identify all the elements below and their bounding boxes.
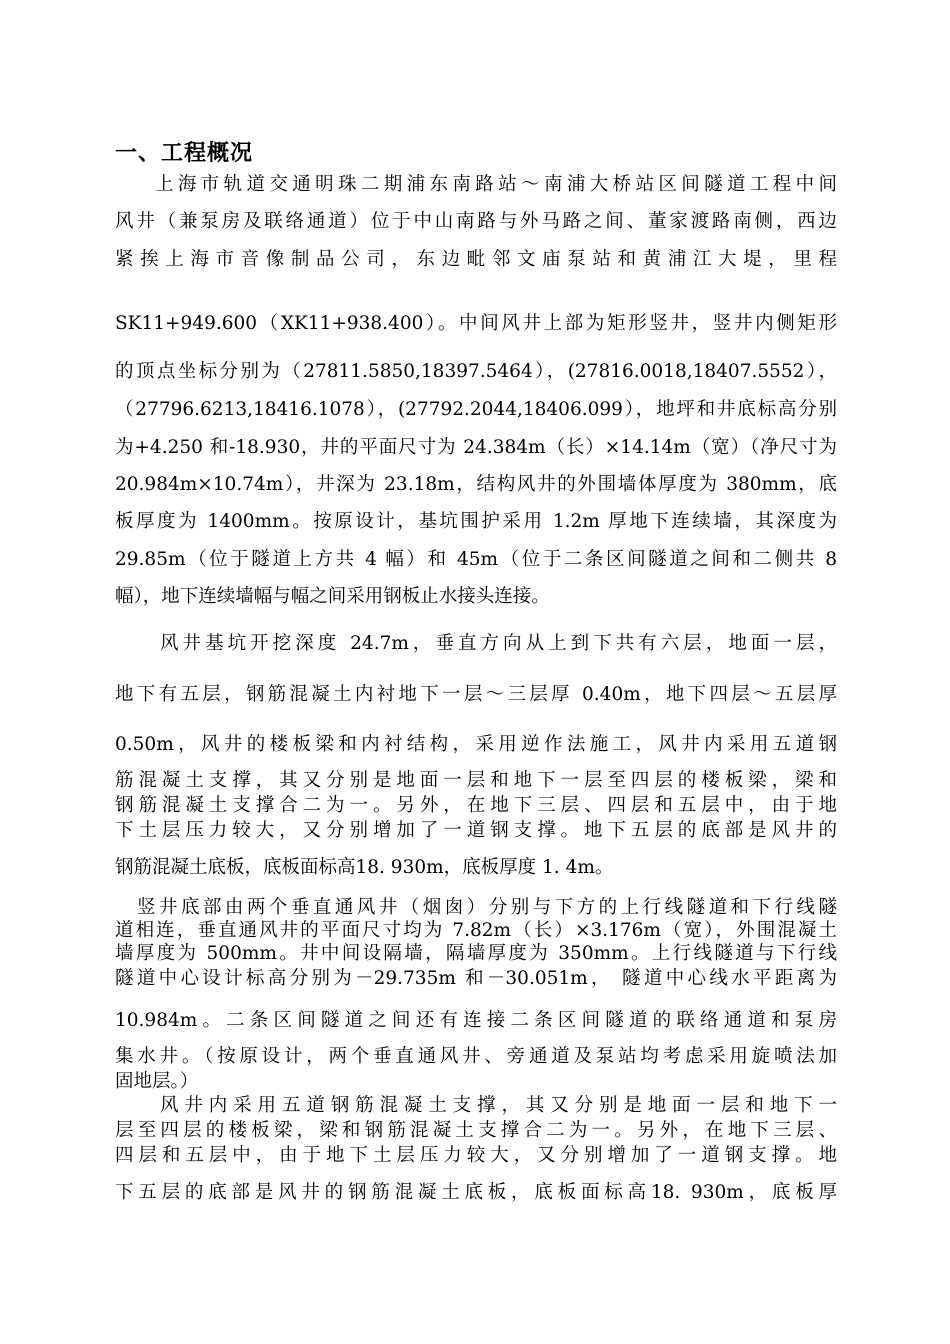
paragraph-line: 为+4.250 和-18.930，井的平面尺寸为 24.384m（长）×14.14m（宽）（净尺寸为: [115, 437, 837, 458]
paragraph-line: 四层和五层中，由于地下土层压力较大，又分别增加了一道钢支撑。地: [115, 1145, 837, 1166]
paragraph-line: 竖井底部由两个垂直通风井（烟囱）分别与下方的上行线隧道和下行线隧: [137, 897, 837, 918]
paragraph-line: 风井（兼泵房及联络通道）位于中山南路与外马路之间、董家渡路南侧，西边: [115, 211, 837, 232]
paragraph-line: 风井内采用五道钢筋混凝土支撑，其又分别是地面一层和地下一: [160, 1095, 837, 1116]
paragraph-line: 集水井。（按原设计，两个垂直通风井、旁通道及泵站均考虑采用旋喷法加: [115, 1046, 837, 1067]
paragraph-line: 的顶点坐标分别为（27811.5850,18397.5464），(27816.0018,18407.5552），: [115, 361, 837, 382]
paragraph-line: 紧挨上海市音像制品公司，东边毗邻文庙泵站和黄浦江大堤，里程: [115, 249, 837, 270]
paragraph-line: 钢筋混凝土底板，底板面标高18. 930m，底板厚度 1. 4m。: [115, 857, 614, 878]
paragraph-line: 板厚度为 1400mm。按原设计，基坑围护采用 1.2m 厚地下连续墙，其深度为: [115, 511, 837, 532]
paragraph-line: 筋混凝土支撑，其又分别是地面一层和地下一层至四层的楼板梁，梁和: [115, 770, 837, 791]
section-heading: 一、工程概况: [115, 141, 254, 166]
paragraph-line: 层至四层的楼板梁，梁和钢筋混凝土支撑合二为一。另外，在地下三层、: [115, 1120, 837, 1141]
paragraph-line: 固地层。）: [115, 1071, 199, 1092]
paragraph-line: 钢筋混凝土支撑合二为一。另外，在地下三层、四层和五层中，由于地: [115, 795, 837, 816]
paragraph-line: 0.50m，风井的楼板梁和内衬结构，采用逆作法施工，风井内采用五道钢: [115, 734, 837, 755]
paragraph-line: 风井基坑开挖深度 24.7m，垂直方向从上到下共有六层，地面一层，: [160, 633, 837, 654]
paragraph-line: 道相连，垂直通风井的平面尺寸均为 7.82m（长）×3.176m（宽），外围混凝土: [115, 920, 837, 941]
paragraph-line: 地下有五层，钢筋混凝土内衬地下一层～三层厚 0.40m，地下四层～五层厚: [115, 684, 837, 705]
paragraph-line: 下五层的底部是风井的钢筋混凝土底板，底板面标高18. 930m，底板厚: [115, 1182, 837, 1203]
paragraph-line: 下土层压力较大，又分别增加了一道钢支撑。地下五层的底部是风井的: [115, 820, 837, 841]
paragraph-line: 20.984m×10.74m），井深为 23.18m，结构风井的外围墙体厚度为 380mm，底: [115, 474, 837, 495]
paragraph-line: 墙厚度为 500mm。井中间设隔墙，隔墙厚度为 350mm。上行线隧道与下行线: [115, 943, 837, 964]
paragraph-line: SK11+949.600（XK11+938.400）。中间风井上部为矩形竖井，竖井内侧矩形: [115, 313, 837, 334]
paragraph-line: 10.984m。二条区间隧道之间还有连接二条区间隧道的联络通道和泵房: [115, 1010, 837, 1031]
paragraph-line: 29.85m（位于隧道上方共 4 幅）和 45m（位于二条区间隧道之间和二侧共 8: [115, 549, 837, 570]
paragraph-line: 隧道中心设计标高分别为－29.735m 和－30.051m， 隧道中心线水平距离为: [115, 968, 837, 989]
paragraph-line: 幅），地下连续墙幅与幅之间采用钢板止水接头连接。: [115, 586, 550, 607]
paragraph-line: （27796.6213,18416.1078），(27792.2044,18406.099），地坪和井底标高分别: [115, 399, 837, 420]
paragraph-line: 上海市轨道交通明珠二期浦东南路站～南浦大桥站区间隧道工程中间: [155, 174, 837, 195]
